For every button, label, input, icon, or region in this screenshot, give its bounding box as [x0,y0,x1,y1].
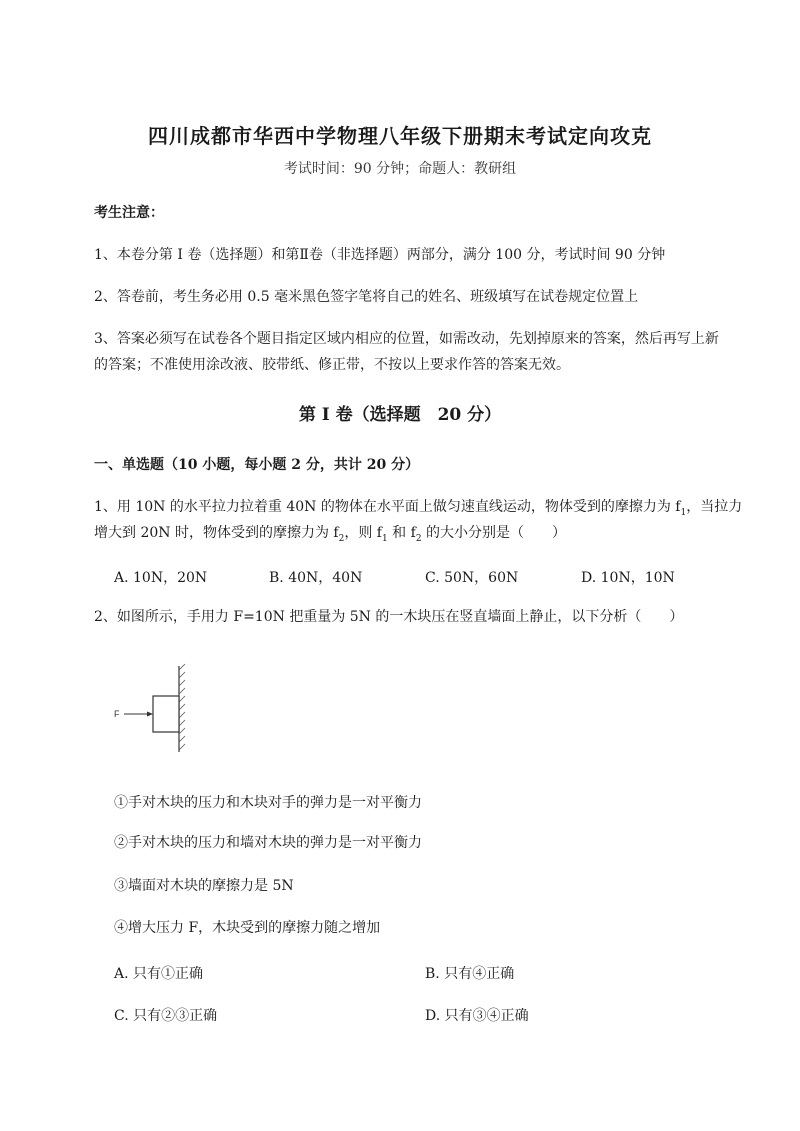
force-arrow-head [147,712,153,717]
notice-heading: 考生注意： [94,205,164,221]
q1-option-d[interactable]: D. 10N，10N [581,570,675,586]
wall-hatching [179,664,185,750]
q2-stem: 2、如图所示，手用力 F=10N 把重量为 5N 的一木块压在竖直墙面上静止，以下分析（ ） [94,609,684,625]
exam-subtitle: 考试时间：90 分钟；命题人：教研组 [283,161,517,177]
q2-figure [112,660,202,760]
q2-statement-1: ①手对木块的压力和木块对手的弹力是一对平衡力 [114,795,422,811]
q1-option-b[interactable]: B. 40N，40N [269,570,363,586]
q1-option-a[interactable]: A. 10N，20N [114,570,208,586]
q2-statement-2: ②手对木块的压力和墙对木块的弹力是一对平衡力 [114,835,422,851]
q1-stem-line1: 1、用 10N 的水平拉力拉着重 40N 的物体在水平面上做匀速直线运动，物体受到的摩擦力为 $f_1$，当拉力 [94,499,743,518]
section-title: 第 I 卷（选择题 20 分） [298,405,502,425]
wooden-block [153,696,179,732]
force-label: F [114,709,120,719]
exam-title: 四川成都市华西中学物理八年级下册期末考试定向攻克 [148,124,652,148]
q2-option-a[interactable]: A. 只有①正确 [114,966,204,982]
q2-option-d[interactable]: D. 只有③④正确 [425,1008,529,1024]
q2-option-b[interactable]: B. 只有④正确 [425,966,515,982]
q1-option-c[interactable]: C. 50N，60N [425,570,519,586]
q2-statement-4: ④增大压力 F，木块受到的摩擦力随之增加 [114,920,381,936]
notice-item-2: 2、答卷前，考生务必用 0.5 毫米黑色签字笔将自己的姓名、班级填写在试卷规定位置上 [94,289,639,305]
notice-item-1: 1、本卷分第 I 卷（选择题）和第Ⅱ卷（非选择题）两部分，满分 100 分，考试时间 90 分钟 [94,247,666,263]
q2-option-c[interactable]: C. 只有②③正确 [114,1008,218,1024]
q1-stem-line2: 增大到 20N 时，物体受到的摩擦力为 $f_2$，则 $f_1$ 和 $f_2$ 的大小分别是（ ） [94,525,566,544]
force-diagram [112,660,202,760]
notice-item-3: 3、答案必须写在试卷各个题目指定区域内相应的位置，如需改动，先划掉原来的答案，然后再写上新 [94,331,719,347]
notice-item-3-cont: 的答案；不准使用涂改液、胶带纸、修正带，不按以上要求作答的答案无效。 [94,357,570,373]
q2-statement-3: ③墙面对木块的摩擦力是 5N [114,878,294,894]
part-heading: 一、单选题（10 小题，每小题 2 分，共计 20 分） [94,457,420,473]
